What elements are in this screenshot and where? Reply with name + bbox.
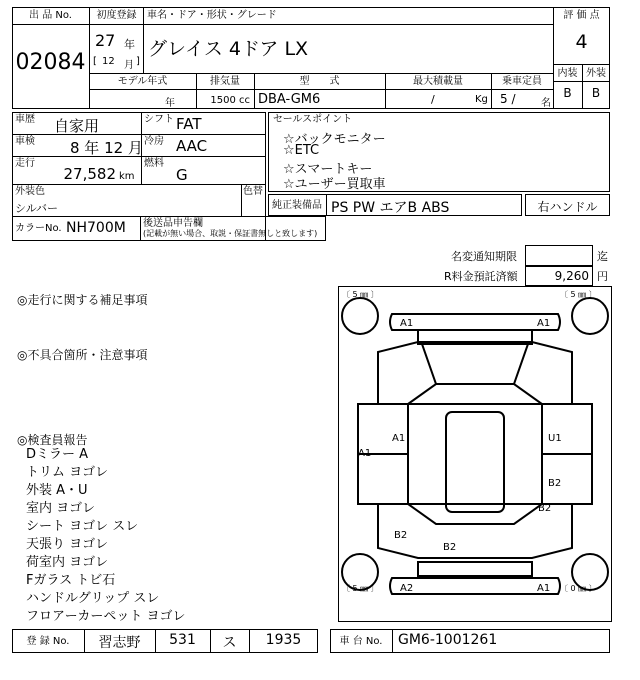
mark-rear-bumper-right: A1 bbox=[537, 583, 551, 594]
reg-month: 12 bbox=[102, 56, 115, 67]
model-year-unit: 年 bbox=[165, 98, 175, 109]
reg-month-close: ] bbox=[136, 56, 140, 67]
reg-class: 531 bbox=[169, 632, 196, 648]
reg-month-unit: 月 bbox=[124, 60, 134, 71]
equipment-value: PS PW エアB ABS bbox=[331, 200, 450, 216]
mark-front-bumper-right: A1 bbox=[537, 318, 551, 329]
mark-trunk-lid: B2 bbox=[443, 542, 457, 553]
mileage-unit: km bbox=[119, 171, 135, 182]
driving-notes-title: ◎走行に関する補足事項 bbox=[17, 293, 148, 307]
grade-value: 4 bbox=[575, 31, 588, 53]
steering-value: 右ハンドル bbox=[537, 200, 598, 214]
name-change-label: 名変通知期限 bbox=[451, 250, 517, 263]
left-front-door-shape bbox=[358, 404, 408, 454]
car-name: グレイス 4ドア LX bbox=[148, 38, 309, 60]
front-bumper-shape bbox=[390, 314, 560, 330]
first-reg-label: 初度登録 bbox=[96, 10, 137, 21]
type-value: DBA-GM6 bbox=[258, 92, 321, 107]
max-load-sep: / bbox=[431, 93, 435, 106]
report-line: 外装 A・U bbox=[26, 483, 88, 498]
report-line: トリム ヨゴレ bbox=[26, 465, 109, 480]
lot-number: 02084 bbox=[15, 50, 86, 75]
divider bbox=[12, 134, 266, 135]
rear-lamp-shape bbox=[418, 562, 532, 576]
tire-front-right-icon bbox=[572, 298, 608, 334]
interior-grade: B bbox=[563, 86, 572, 100]
interior-label: 内装 bbox=[557, 68, 578, 79]
chassis-value: GM6-1001261 bbox=[398, 632, 498, 648]
tire-depth-front-left: 〔 5 ㎜ 〕 bbox=[342, 290, 379, 299]
report-line: ハンドルグリップ スレ bbox=[26, 591, 160, 606]
type-label: 型 式 bbox=[299, 76, 340, 87]
fuel-label: 燃料 bbox=[144, 158, 164, 169]
recycle-label: R料金預託済額 bbox=[444, 270, 518, 283]
reg-year: 27 bbox=[95, 31, 116, 50]
left-rear-door-shape bbox=[358, 454, 408, 504]
divider bbox=[12, 24, 89, 25]
report-line: 天張り ヨゴレ bbox=[26, 537, 109, 552]
reg-kana: ス bbox=[222, 635, 237, 651]
divider bbox=[12, 184, 266, 185]
mark-front-bumper-left: A1 bbox=[400, 318, 414, 329]
reg-month-open: [ bbox=[93, 56, 97, 67]
inspector-report-title: ◎検査員報告 bbox=[17, 433, 88, 447]
divider bbox=[89, 24, 553, 25]
exterior-label: 外装 bbox=[586, 68, 606, 79]
exterior-color-value: シルバー bbox=[15, 202, 58, 215]
sales-point-item: ☆ユーザー買取車 bbox=[283, 177, 386, 192]
car-damage-diagram bbox=[338, 286, 612, 622]
report-line: 室内 ヨゴレ bbox=[26, 501, 96, 516]
color-no-value: NH700M bbox=[66, 220, 126, 236]
rear-bumper-shape bbox=[390, 578, 560, 594]
defect-notes-title: ◎不具合箇所・注意事項 bbox=[17, 348, 148, 362]
history-value: 自家用 bbox=[54, 117, 100, 135]
displacement-label: 排気量 bbox=[210, 76, 240, 87]
equipment-label: 純正装備品 bbox=[272, 200, 322, 211]
repaint-label: 色替 bbox=[243, 186, 263, 197]
reg-no-label: 登 録 No. bbox=[26, 636, 70, 647]
capacity-unit: 名 bbox=[541, 98, 551, 109]
hood-shape bbox=[378, 342, 572, 404]
max-load-unit: Kg bbox=[475, 94, 488, 105]
name-change-unit: 迄 bbox=[597, 250, 608, 263]
divider bbox=[143, 7, 144, 73]
shift-value: FAT bbox=[176, 115, 202, 133]
recycle-unit: 円 bbox=[597, 270, 608, 283]
report-line: Dミラー A bbox=[26, 447, 89, 462]
lot-label: 出 品 No. bbox=[29, 10, 72, 21]
name-change-box bbox=[525, 245, 593, 266]
inspection-value: 8 年 12 月 bbox=[70, 139, 143, 157]
aircon-label: 冷房 bbox=[144, 136, 164, 147]
report-line: Fガラス トビ石 bbox=[26, 573, 116, 588]
mileage-value: 27,582 bbox=[63, 165, 116, 183]
roof-panel-shape bbox=[446, 412, 504, 512]
inspection-label: 車検 bbox=[15, 136, 35, 147]
reg-year-unit: 年 bbox=[124, 38, 135, 51]
later-parts-label: 後送品申告欄 bbox=[143, 218, 203, 229]
aircon-value: AAC bbox=[176, 137, 208, 155]
capacity-label: 乗車定員 bbox=[502, 76, 542, 87]
sales-point-item: ☆バックモニター bbox=[283, 132, 386, 147]
reg-number: 1935 bbox=[265, 632, 302, 648]
mark-left-rear-fender: B2 bbox=[394, 530, 408, 541]
tire-depth-rear-right: 〔 0 ㎜ 〕 bbox=[560, 584, 597, 593]
mark-right-front-door: U1 bbox=[548, 433, 562, 444]
capacity-value: 5 / bbox=[500, 92, 516, 106]
history-label: 車歴 bbox=[15, 114, 35, 125]
exterior-grade: B bbox=[591, 86, 601, 100]
windshield-shape bbox=[422, 344, 528, 384]
divider bbox=[89, 73, 553, 74]
car-outline bbox=[342, 298, 608, 594]
report-line: フロアーカーペット ヨゴレ bbox=[26, 609, 186, 624]
model-year-label: モデル年式 bbox=[117, 76, 168, 87]
divider bbox=[326, 194, 327, 216]
divider bbox=[89, 89, 553, 90]
reg-area: 習志野 bbox=[98, 635, 141, 651]
later-parts-note: (記載が無い場合、取説・保証書無しと致します) bbox=[143, 229, 318, 238]
right-front-door-shape bbox=[542, 404, 592, 454]
divider bbox=[89, 7, 90, 109]
mark-right-rear-door: B2 bbox=[548, 478, 562, 489]
tire-depth-rear-left: 〔 5 ㎜ 〕 bbox=[342, 584, 379, 593]
divider bbox=[392, 629, 393, 653]
sales-points-label: セールスポイント bbox=[273, 114, 353, 125]
tire-front-left-icon bbox=[342, 298, 378, 334]
report-line: 荷室内 ヨゴレ bbox=[26, 555, 109, 570]
mark-rear-bumper-left: A2 bbox=[400, 583, 414, 594]
report-line: シート ヨゴレ スレ bbox=[26, 519, 139, 534]
damage-marks bbox=[358, 318, 562, 594]
chassis-label: 車 台 No. bbox=[339, 636, 383, 647]
shift-label: シフト bbox=[144, 114, 174, 125]
mark-right-rear-fender: B2 bbox=[538, 503, 552, 514]
mark-front-left-door: A1 bbox=[392, 433, 406, 444]
grade-label: 評 価 点 bbox=[563, 10, 600, 21]
displacement-value: 1500 cc bbox=[210, 95, 250, 106]
mark-left-front-fender: A1 bbox=[358, 448, 372, 459]
divider bbox=[241, 184, 242, 216]
sales-point-item: ☆ETC bbox=[283, 143, 320, 158]
fuel-value: G bbox=[176, 166, 188, 184]
mileage-label: 走行 bbox=[15, 158, 35, 169]
recycle-value: 9,260 bbox=[554, 269, 589, 283]
color-no-label: カラーNo. bbox=[15, 223, 62, 234]
car-name-label: 車名・ドア・形状・グレード bbox=[147, 10, 277, 21]
sales-point-item: ☆スマートキー bbox=[283, 162, 373, 177]
exterior-color-label: 外装色 bbox=[15, 186, 45, 197]
tire-depth-front-right: 〔 5 ㎜ 〕 bbox=[560, 290, 597, 299]
max-load-label: 最大積載量 bbox=[413, 76, 463, 87]
